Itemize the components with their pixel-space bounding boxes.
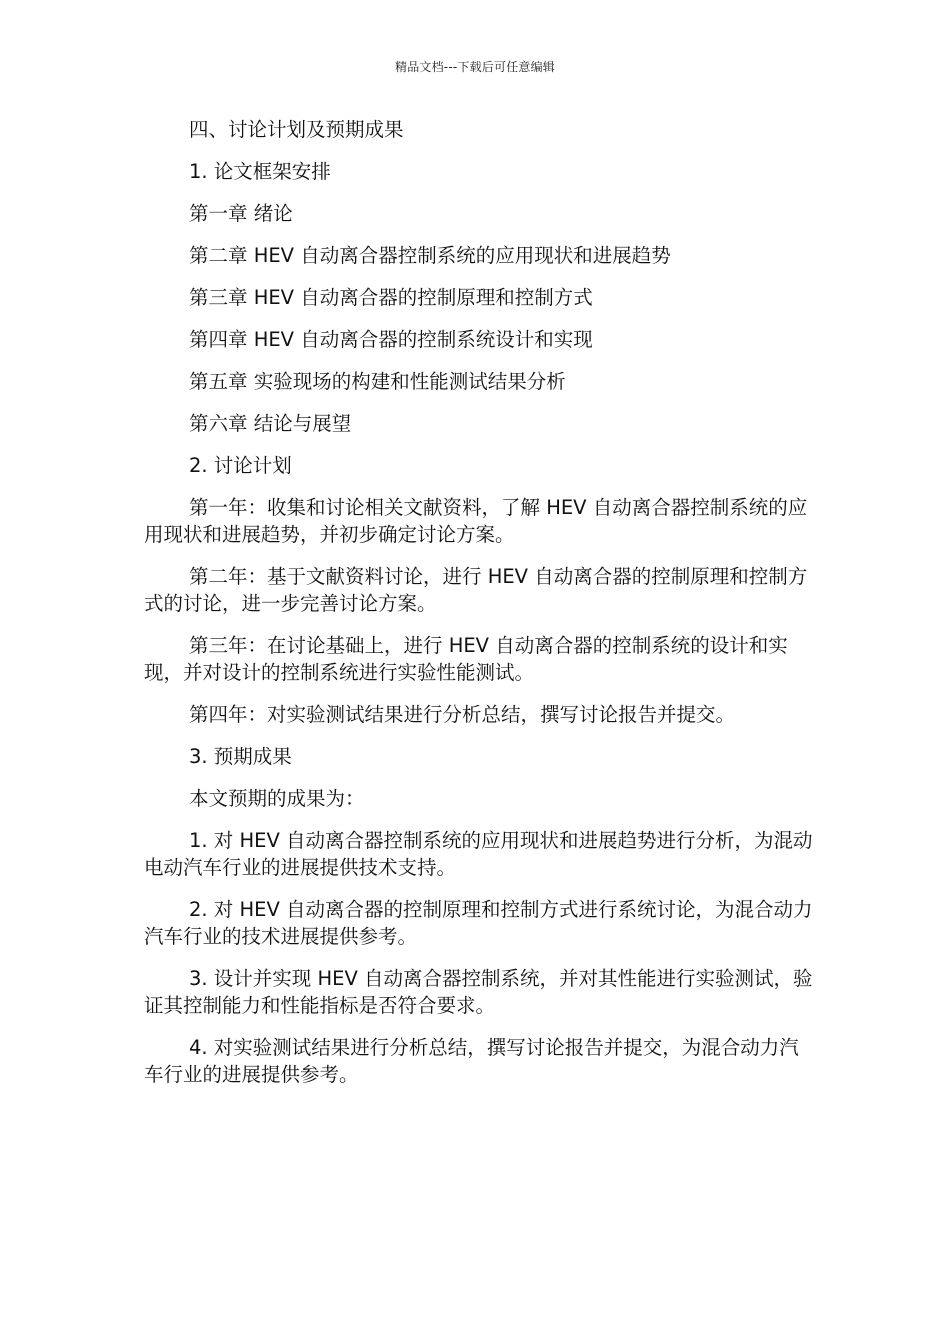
result-paragraph: 3. 设计并实现 HEV 自动离合器控制系统，并对其性能进行实验测试，验证其控制能力和性能指标是否符合要求。 bbox=[144, 967, 813, 1017]
chapter-line: 第五章 实验现场的构建和性能测试结果分析 bbox=[189, 370, 566, 393]
section-heading: 四、讨论计划及预期成果 bbox=[189, 118, 404, 141]
chapter-line: 第四章 HEV 自动离合器的控制系统设计和实现 bbox=[189, 328, 593, 351]
framework-heading: 1. 论文框架安排 bbox=[189, 160, 331, 183]
chapter-line: 第一章 绪论 bbox=[189, 202, 293, 225]
chapter-line: 第六章 结论与展望 bbox=[189, 412, 352, 435]
result-paragraph: 2. 对 HEV 自动离合器的控制原理和控制方式进行系统讨论，为混合动力汽车行业的技术进展提供参考。 bbox=[144, 898, 813, 948]
document-body bbox=[144, 116, 816, 1103]
results-heading: 3. 预期成果 bbox=[189, 745, 292, 768]
plan-paragraph: 第二年：基于文献资料讨论，进行 HEV 自动离合器的控制原理和控制方式的讨论，进一步完善讨论方案。 bbox=[144, 565, 808, 615]
chapter-line: 第三章 HEV 自动离合器的控制原理和控制方式 bbox=[189, 286, 593, 309]
page-header: 精品文档---下载后可任意编辑 bbox=[395, 60, 555, 74]
result-paragraph: 1. 对 HEV 自动离合器控制系统的应用现状和进展趋势进行分析，为混动电动汽车行业的进展提供技术支持。 bbox=[144, 829, 813, 879]
plan-paragraph: 第三年：在讨论基础上，进行 HEV 自动离合器的控制系统的设计和实现，并对设计的控制系统进行实验性能测试。 bbox=[144, 634, 788, 684]
plan-heading: 2. 讨论计划 bbox=[189, 454, 292, 477]
plan-paragraph: 第四年：对实验测试结果进行分析总结，撰写讨论报告并提交。 bbox=[189, 703, 736, 726]
chapter-line: 第二章 HEV 自动离合器控制系统的应用现状和进展趋势 bbox=[189, 244, 671, 267]
plan-paragraph: 第一年：收集和讨论相关文献资料，了解 HEV 自动离合器控制系统的应用现状和进展趋势，并初步确定讨论方案。 bbox=[144, 496, 808, 546]
result-paragraph: 4. 对实验测试结果进行分析总结，撰写讨论报告并提交，为混合动力汽车行业的进展提供参考。 bbox=[144, 1036, 799, 1086]
results-intro: 本文预期的成果为： bbox=[189, 787, 365, 810]
